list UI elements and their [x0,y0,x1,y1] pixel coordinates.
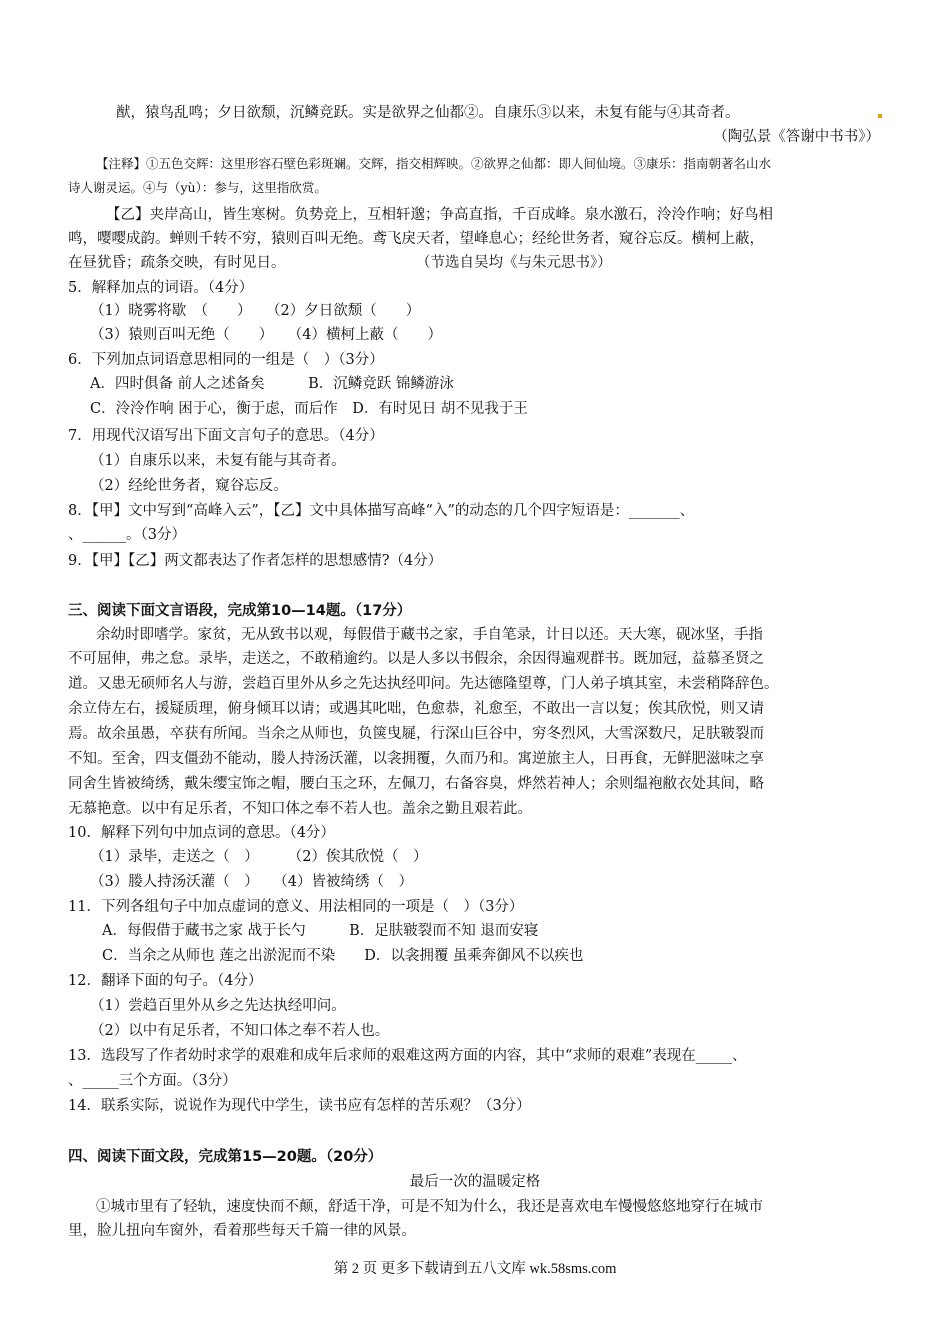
question-11-option: C．当余之从师也 莲之出淤泥而不染 D．以衾拥覆 虽乘奔御风不以疾也 [102,948,584,964]
jia-source: （陶弘景《答谢中书书》） [713,129,880,145]
question-7-title: 7．用现代汉语写出下面文言句子的意思。（4分） [68,428,384,444]
section-3-text-line: 余幼时即嗜学。家贫，无从致书以观，每假借于藏书之家，手自笔录，计日以还。天大寒，砚冰坚，手指 [96,627,763,643]
section-3-text-line: 不可屈伸，弗之怠。录毕，走送之，不敢稍逾约。以是人多以书假余，余因得遍观群书。既加冠，益慕圣贤之 [68,651,764,667]
jia-text-line: 猷，猿鸟乱鸣；夕日欲颓，沉鳞竞跃。实是欲界之仙都②。自康乐③以来，未复有能与④其奇者。 [116,105,740,121]
question-14-title: 14．联系实际，说说作为现代中学生，读书应有怎样的苦乐观？（3分） [68,1098,531,1114]
question-5-item: （1）晓雾将歇 （ ） （2）夕日欲颓（ ） [90,303,421,319]
question-7-item: （1）自康乐以来，未复有能与其奇者。 [90,453,346,469]
article-title: 最后一次的温暖定格 [409,1174,541,1190]
yi-text-line: 鸣，嘤嘤成韵。蝉则千转不穷，猿则百叫无绝。鸢飞戾天者，望峰息心；经纶世务者，窥谷忘反。横柯上蔽， [68,231,764,247]
section-4-heading: 四、阅读下面文段，完成第15—20题。（20分） [68,1149,383,1165]
question-8-line: 8．【甲】文中写到“高峰入云”，【乙】文中具体描写高峰“入”的动态的几个四字短语是：_______、 [68,503,695,519]
section-3-text-line: 不知。至舍，四支僵劲不能动，媵人持汤沃灌，以衾拥覆，久而乃和。寓逆旅主人，日再食，无鲜肥滋味之享 [68,751,764,767]
question-13-line: 、_____三个方面。（3分） [68,1073,237,1089]
question-10-title: 10．解释下列句中加点词的意思。（4分） [68,825,335,841]
question-12-item: （2）以中有足乐者，不知口体之奉不若人也。 [90,1023,390,1039]
section-3-text-line: 焉。故余虽愚，卒获有所闻。当余之从师也，负箧曳屣，行深山巨谷中，穷冬烈风，大雪深数尺，足肤皲裂而 [68,726,764,742]
question-6-option: C．泠泠作响 困于心，衡于虑，而后作 D．有时见日 胡不见我于王 [90,401,528,417]
question-5-title: 5．解释加点的词语。（4分） [68,280,254,296]
question-5-item: （3）猿则百叫无绝（ ） （4）横柯上蔽（ ） [90,327,442,343]
question-8-line: 、______。（3分） [68,527,186,543]
section-4-text-line: ①城市里有了轻轨，速度快而不颠，舒适干净，可是不知为什么，我还是喜欢电车慢慢悠悠地穿行在城市 [96,1199,763,1215]
section-3-text-line: 同舍生皆被绮绣，戴朱缨宝饰之帽，腰白玉之环，左佩刀，右备容臭，烨然若神人；余则缊袍敝衣处其间，略 [68,776,764,792]
question-11-title: 11．下列各组句子中加点虚词的意义、用法相同的一项是（ ）（3分） [68,899,524,915]
jia-note-line: 诗人谢灵运。④与（yù）：参与，这里指欣赏。 [68,180,327,195]
question-10-item: （3）媵人持汤沃灌（ ） （4）皆被绮绣（ ） [90,874,413,890]
question-6-option: A．四时俱备 前人之述备矣 B．沉鳞竞跃 锦鳞游泳 [90,376,454,392]
question-7-item: （2）经纶世务者，窥谷忘反。 [90,478,288,494]
jia-note-line: 【注释】①五色交辉：这里形容石壁色彩斑斓。交辉，指交相辉映。②欲界之仙都：即人间仙境。③康乐：指南朝著名山水 [96,156,772,171]
section-3-heading: 三、阅读下面文言语段，完成第10—14题。（17分） [68,603,412,619]
section-3-text-line: 无慕艳意。以中有足乐者，不知口体之奉不若人也。盖余之勤且艰若此。 [68,801,532,817]
question-10-item: （1）录毕，走送之（ ） （2）俟其欣悦（ ） [90,849,428,865]
question-12-title: 12．翻译下面的句子。（4分） [68,973,263,989]
section-4-text-line: 里，脸儿扭向车窗外，看着那些每天千篇一律的风景。 [68,1223,416,1239]
section-3-text-line: 道。又患无硕师名人与游，尝趋百里外从乡之先达执经叩问。先达德隆望尊，门人弟子填其室，未尝稍降辞色。 [68,676,779,692]
question-11-option: A．每假借于藏书之家 战于长勺 B．足肤皲裂而不知 退而安寝 [102,923,539,939]
section-3-text-line: 余立侍左右，援疑质理，俯身倾耳以请；或遇其叱咄，色愈恭，礼愈至，不敢出一言以复；俟其欣悦，则又请 [68,701,764,717]
question-6-title: 6．下列加点词语意思相同的一组是（ ）（3分） [68,352,384,368]
page-footer: 第 2 页 更多下载请到五八文库 wk.58sms.com [333,1261,617,1277]
question-9-title: 9．【甲】【乙】两文都表达了作者怎样的思想感情?（4分） [68,553,443,569]
question-12-item: （1）尝趋百里外从乡之先达执经叩问。 [90,998,346,1014]
question-13-line: 13．选段写了作者幼时求学的艰难和成年后求师的艰难这两方面的内容，其中“求师的艰难”表现在_____、 [68,1048,747,1064]
yi-text-line: 在昼犹昏；疏条交映，有时见日。 （节选自吴均《与朱元思书》） [68,255,612,271]
yi-text-line: 【乙】夹岸高山，皆生寒树。负势竞上，互相轩邈；争高直指，千百成峰。泉水激石，泠泠作响；好鸟相 [106,207,773,223]
